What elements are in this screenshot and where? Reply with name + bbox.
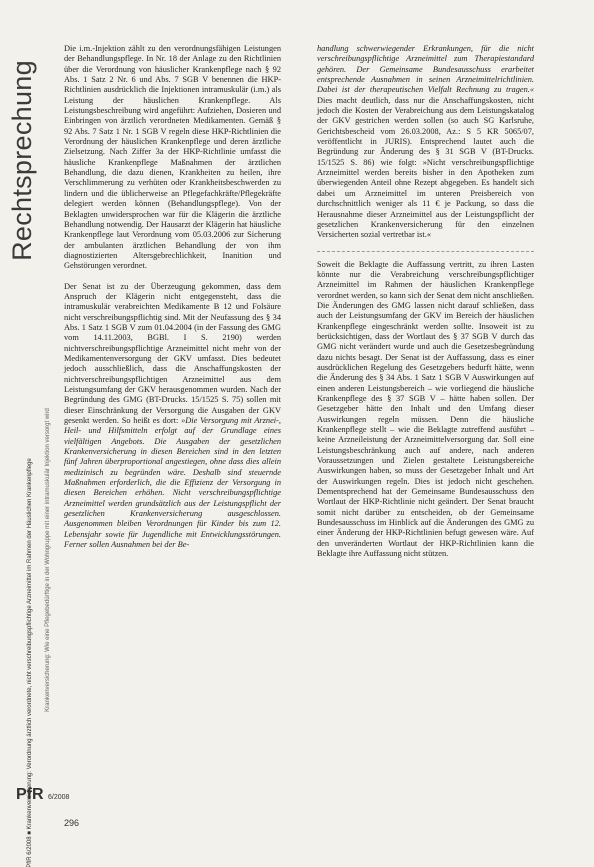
page-number: 296 <box>64 818 80 828</box>
side-note-text: Krankenversicherung: Wie eine Pflegebedürftige in der Wohngruppe mit einer intramuskulär Injektion versorgt wird <box>45 408 51 712</box>
side-note-vertical <box>42 325 54 795</box>
section-title-vertical <box>4 40 40 280</box>
right-paragraph-1 <box>317 44 534 241</box>
left-paragraph-2 <box>64 282 281 551</box>
journal-logo-text: PfR <box>16 786 44 803</box>
journal-logo <box>16 786 69 804</box>
right-paragraph-2: Soweit die Beklagte die Auffassung vertritt, zu ihren Lasten könnte nur die Verabreichung verschreibungspflichtiger Arzneimittel im Rahmen der häuslichen Krankenpflege verordnet werden, so kann sich der Senat dem nicht anschließen. Die Änderungen des GMG lassen nicht darauf schließen, dass auch der Leistungsumfang der GKV im Bereich der häuslichen Krankenpflege eingeschränkt werden sollte. Insoweit ist zu berücksichtigen, dass der Wortlaut des § 37 SGB V durch das GMG nicht verändert wurde und auch die Gesetzesbegründung dazu nichts besagt. Der Senat ist der Auffassung, dass es einer ausdrücklichen Regelung des Gesetzgebers bedurft hätte, wenn die Änderung des § 34 Abs. 1 Satz 1 SGB V Auswirkungen auf einen anderen Leistungsbereich – wie vorliegend die häusliche Krankenpflege des § 37 SGB V – hätte haben sollen. Der Gesetzgeber hätte den Inhalt und den Umfang dieser Auswirkungen regeln müssen. Denn die häusliche Krankenpflege stellt – wie die Beklagte zutreffend ausführt – keine Arzneileistung der Arzneimittelversorgung dar. Soll eine Leistungsbeschränkung auch auf andere, nach anderen Voraussetzungen und Zielen gestaltete Leistungsbereiche Auswirkungen haben, so muss der Gesetzgeber Inhalt und Art der Auswirkungen regeln. Dies ist jedoch nicht geschehen. Dementsprechend hat der Gemeinsame Bundesausschuss den Wortlaut der HKP-Richtlinie nicht geändert. Der Senat braucht somit nicht darüber zu entscheiden, ob der Gemeinsame Bundesausschuss im Hinblick auf die Änderungen des GMG zu einer Änderung der HKP-Richtlinien befugt gewesen wäre. Auf den unveränderten Wortlaut der HKP-Richtlinien kann die Beklagte ihre Auffassung nicht stützen. <box>317 259 534 559</box>
section-divider <box>317 251 534 252</box>
footer-vertical-band <box>18 457 42 867</box>
right-paragraph-1-quote: handlung schwerwiegender Erkrankungen, für die nicht verschreibungspflichtige Arzneimittel zum Therapiestandard gehören. Der Gemeinsame Bundesausschuss erarbeitet entsprechende Ausnahmen in seinen Arzneimittelrichtlinien. Dabei ist der therapeutischen Vielfalt Rechnung zu tragen.« <box>317 44 534 95</box>
right-column <box>317 44 534 570</box>
footer-vertical-text: PflR 6/2008 ■ Krankenversicherung: Verordnung ärztlich verordnete, nicht verschreibungspflichtige Arzneimittel im Rahmen der Häuslichen Krankenpflege <box>27 457 34 867</box>
left-column <box>64 44 281 561</box>
left-paragraph-2-body: Der Senat ist zu der Überzeugung gekommen, dass dem Anspruch der Klägerin nicht entgegensteht, dass die intramuskulär verabreichten Medikamente B 12 und Folsäure nicht verschreibungspflichtig sind. Mit der Neufassung des § 34 Abs. 1 Satz 1 SGB V zum 01.04.2004 (in der Fassung des GMG vom 14.11.2003, BGBl. I S. 2190) werden nichtverschreibungspflichtige Arzneimittel nicht mehr von der Medikamentenversorgung der GKV umfasst. Dies bedeutet jedoch ausschließlich, dass die Anschaffungskosten der nichtverschreibungspflichtigen Arzneimittel aus dem Leistungsumfang der GKV herausgenommen wurden. Nach der Begründung des GMG (BT-Drucks. 15/1525 S. 75) sollen mit dieser Einschränkung der Versorgung die Ausgaben der GKV gesenkt werden. So heißt es dort: <box>64 281 281 426</box>
right-paragraph-1-body: Dies macht deutlich, dass nur die Anschaffungskosten, nicht jedoch die Kosten der Verabreichung aus dem Leistungskatalog der GKV gestrichen werden sollen (so auch SG Karlsruhe, Gerichtsbescheid vom 26.03.2008, Az.: S 5 KR 5065/07, veröffentlicht in JURIS). Entsprechend lautet auch die Begründung zur Änderung des § 31 SGB V (BT-Drucks. 15/1525 S. 86) wie folgt: »Nicht verschreibungspflichtige Arzneimittel werden bereits bisher in den Apotheken zum überwiegenden Anteil ohne Rezept abgegeben. Es handelt sich dabei um Arzneimittel im unteren Preisbereich von durchschnittlich weniger als 11 € je Packung, so dass die Herausnahme dieser Arzneimittel aus der Leistungspflicht der gesetzlichen Krankenversicherung für den einzelnen Versicherten sozial vertretbar ist.« <box>317 95 534 240</box>
left-paragraph-1: Die i.m.-Injektion zählt zu den verordnungsfähigen Leistungen der Behandlungspflege. In Nr. 18 der Anlage zu den Richtlinien über die Verordnung von häuslicher Krankenpflege nach § 92 Abs. 1 Satz 2 Nr. 6 und Abs. 7 SGB V benennen die HKP-Richtlinien ausdrücklich die Injektionen intramuskulär (i.m.) als Leistung der häuslichen Krankenpflege. Als Leistungsbeschreibung wird angeführt: Aufziehen, Dosieren und Einbringen von ärztlich verordneten Medikamenten. Gemäß § 92 Abs. 7 Satz 1 Nr. 1 SGB V regeln diese HKP-Richtlinien die Verordnung der häuslichen Krankenpflege und deren ärztliche Zielsetzung. Nach Ziffer 3a der HKP-Richtlinie umfasst die häusliche Krankenpflege Maßnahmen der ärztlichen Behandlung, die dazu dienen, Krankheiten zu heilen, ihre Verschlimmerung zu verhüten oder Krankheitsbeschwerden zu lindern und die üblicherweise an Pflegefachkräfte/Pflegekräfte delegiert werden können (Behandlungspflege). Von der Beklagten unwidersprochen war für die Klägerin die ärztliche Behandlung notwendig. Der Hausarzt der Klägerin hat häusliche Krankenpflege laut Verordnung vom 05.03.2006 zur Sicherung der ambulanten ärztlichen Behandlung der von ihm diagnostizierten Altersgebrechlichkeit, Inanition und Gehstörungen verordnet. <box>64 44 281 271</box>
section-title-text: Rechtsprechung <box>6 59 37 261</box>
left-paragraph-2-quote: »Die Versorgung mit Arznei-, Heil- und Hilfsmitteln erfolgt auf der Grundlage eines vielfältigen Angebots. Die Ausgaben der gesetzlichen Krankenversicherung in diesen Bereichen sind in den letzten fünf Jahren überproportional angestiegen, ohne dass dies allein medizinisch zu begründen wäre. Deshalb sind steuernde Maßnahmen erforderlich, die die Effizienz der Versorgung in diesen Bereichen erhöhen. Nicht verschreibungspflichtige Arzneimittel werden grundsätzlich aus der Leistungspflicht der gesetzlichen Krankenversicherung ausgeschlossen. Ausgenommen bleiben Verordnungen für Kinder bis zum 12. Lebensjahr sowie für Jugendliche mit Entwicklungsstörungen. Ferner sollen Ausnahmen bei der Be- <box>64 416 281 550</box>
issue-label: 6/2008 <box>48 794 70 801</box>
